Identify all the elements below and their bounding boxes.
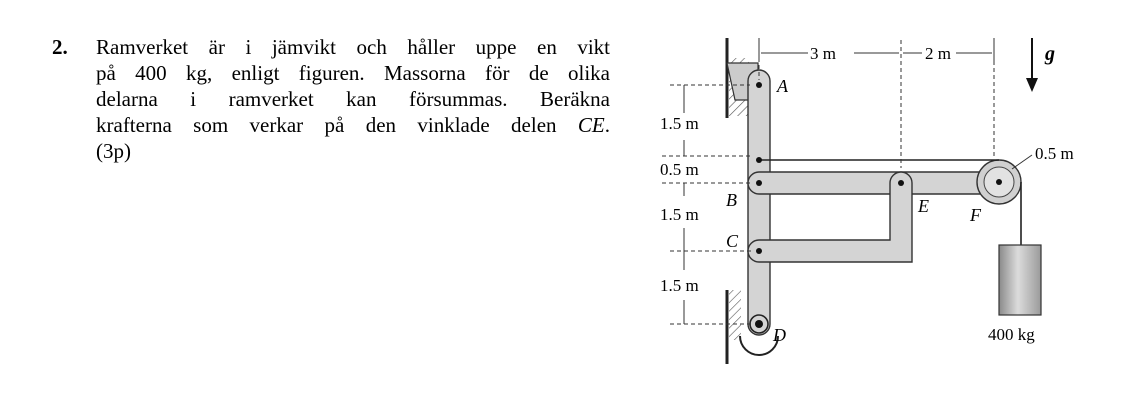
member-bf bbox=[748, 172, 1002, 194]
pin-rope bbox=[756, 157, 762, 163]
pin-e bbox=[898, 180, 904, 186]
dimension-top bbox=[759, 38, 994, 168]
frame-diagram bbox=[640, 18, 1090, 390]
problem-line-4 bbox=[96, 112, 610, 138]
radius-leader bbox=[1012, 155, 1032, 169]
dim-left-2: 0.5 m bbox=[660, 160, 699, 179]
pin-f bbox=[996, 179, 1002, 185]
pin-a bbox=[756, 82, 762, 88]
dim-left-4: 1.5 m bbox=[660, 276, 699, 295]
dim-left-3: 1.5 m bbox=[660, 205, 699, 224]
mass-label: 400 kg bbox=[988, 325, 1035, 344]
label-d: D bbox=[773, 325, 786, 345]
problem-line-2: på 400 kg, enligt figuren. Massorna för de olika bbox=[96, 61, 610, 85]
dim-top-3m: 3 m bbox=[810, 44, 836, 63]
pin-c bbox=[756, 248, 762, 254]
problem-line-1: Ramverket är i jämvikt och håller uppe en vikt bbox=[96, 35, 610, 59]
label-b: B bbox=[726, 190, 737, 210]
problem-ref-period: . bbox=[604, 113, 610, 137]
problem-line-3: delarna i ramverket kan försummas. Beräkna bbox=[96, 87, 610, 111]
problem-line-5: (3p) bbox=[96, 139, 131, 163]
problem-text bbox=[96, 34, 610, 164]
problem-line-4-text: krafterna som verkar på den vinklade delen bbox=[96, 113, 578, 137]
dim-top-2m: 2 m bbox=[925, 44, 951, 63]
label-e: E bbox=[918, 196, 929, 216]
mass-block bbox=[999, 245, 1041, 315]
gravity-label: g bbox=[1045, 43, 1055, 65]
gravity-arrow-head bbox=[1026, 78, 1038, 92]
dim-left-1: 1.5 m bbox=[660, 114, 699, 133]
problem-number: 2. bbox=[52, 35, 68, 59]
problem-ref-ce: CE bbox=[577, 113, 605, 137]
radius-label: 0.5 m bbox=[1035, 144, 1074, 163]
pin-d bbox=[755, 320, 763, 328]
label-c: C bbox=[726, 231, 739, 251]
label-a: A bbox=[777, 76, 788, 96]
pin-b bbox=[756, 180, 762, 186]
problem-statement bbox=[52, 34, 612, 164]
label-f: F bbox=[970, 205, 981, 225]
member-ad bbox=[748, 70, 770, 335]
